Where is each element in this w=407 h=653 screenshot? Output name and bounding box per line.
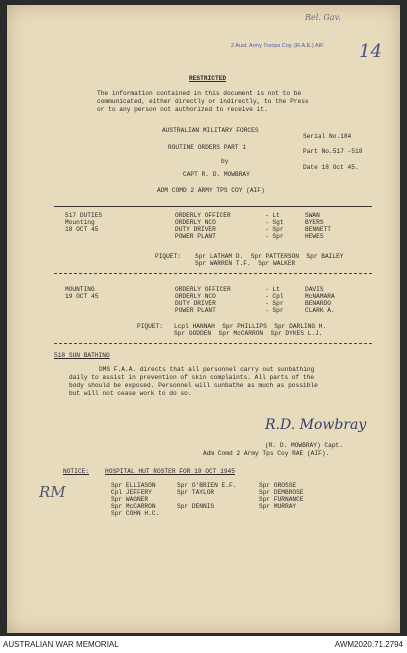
signature-name: (R. D. MOWBRAY) Capt. bbox=[265, 442, 343, 449]
duty-rank: - Sgt bbox=[265, 219, 284, 226]
roster-entry: Spr TAYLOR bbox=[177, 489, 215, 496]
roster-heading: HOSPITAL HUT ROSTER FOR 19 OCT 1945 bbox=[105, 468, 235, 475]
sunbathing-heading: 518 SUN BATHING bbox=[54, 352, 110, 359]
roster-entry: Spr GROSSE bbox=[259, 482, 297, 489]
picquet-line: Spr GODDEN Spr McCARRON Spr DYKES L.J. bbox=[174, 330, 323, 337]
duty-rank: - Spr bbox=[265, 226, 284, 233]
duty-heading-1a: 517 DUTIES bbox=[65, 212, 103, 219]
classification: RESTRICTED bbox=[189, 75, 227, 82]
footer-institution: AUSTRALIAN WAR MEMORIAL bbox=[3, 640, 119, 649]
duty-name: BENARDO bbox=[305, 300, 331, 307]
duty-heading-2a: MOUNTING bbox=[65, 286, 95, 293]
duty-name: McNAMARA bbox=[305, 293, 335, 300]
roster-entry: Spr COHN H.C. bbox=[111, 510, 160, 517]
duty-role: ORDERLY NCO bbox=[175, 293, 216, 300]
duty-rank: - Cpl bbox=[265, 293, 284, 300]
duty-heading-1b: Mounting bbox=[65, 219, 95, 226]
duty-role: DUTY DRIVER bbox=[175, 300, 216, 307]
signature-title: Adm Comd 2 Army Tps Coy RAE (AIF). bbox=[203, 450, 330, 457]
duty-rank: - Spr bbox=[265, 233, 284, 240]
divider-dashed-1 bbox=[54, 273, 372, 274]
roster-entry: Spr O'BRIEN E.F. bbox=[177, 482, 237, 489]
roster-entry: Cpl JEFFERY bbox=[111, 489, 152, 496]
duty-role: ORDERLY NCO bbox=[175, 219, 216, 226]
divider-dashed-2 bbox=[54, 343, 372, 344]
picquet-line: Lcpl HANNAH Spr PHILLIPS Spr DARLING H. bbox=[174, 323, 327, 330]
part-number: Part No.517 -518 bbox=[303, 148, 363, 155]
orders-title: ROUTINE ORDERS PART 1 bbox=[168, 144, 246, 151]
footer-accession: AWM2020.71.2794 bbox=[334, 640, 403, 649]
roster-entry: Spr DEMBROSE bbox=[259, 489, 304, 496]
duty-name: SWAN bbox=[305, 212, 320, 219]
duty-rank: - Spr bbox=[265, 307, 284, 314]
by-line: by bbox=[221, 158, 229, 165]
roster-entry: Spr McCARRON bbox=[111, 503, 156, 510]
margin-initials: RM bbox=[39, 483, 66, 501]
picquet-line: Spr WARREN T.F. Spr WALKER bbox=[195, 260, 296, 267]
duty-name: BYERS bbox=[305, 219, 324, 226]
sunbathing-line-2: daily to assist in prevention of skin complaints. All parts of the bbox=[69, 374, 315, 381]
sunbathing-line-1: DMS F.A.A. directs that all personnel carry out sunbathing bbox=[99, 366, 315, 373]
picquet-line: Spr LATHAM D. Spr PATTERSON Spr BAILEY bbox=[195, 253, 344, 260]
duty-role: POWER PLANT bbox=[175, 233, 216, 240]
sunbathing-line-4: but will not cease work to do so. bbox=[69, 390, 192, 397]
issuing-officer: CAPT R. D. MOWBRAY bbox=[183, 171, 250, 178]
roster-entry: Spr ELLIASON bbox=[111, 482, 156, 489]
divider-top bbox=[54, 206, 372, 207]
order-date: Date 18 Oct 45. bbox=[303, 164, 359, 171]
duty-role: DUTY DRIVER bbox=[175, 226, 216, 233]
duty-rank: - Lt bbox=[265, 286, 280, 293]
duty-heading-1c: 18 OCT 45 bbox=[65, 226, 99, 233]
roster-entry: Spr WAGNER bbox=[111, 496, 149, 503]
duty-name: CLARK A. bbox=[305, 307, 335, 314]
archive-footer bbox=[0, 636, 407, 653]
duty-name: HEWES bbox=[305, 233, 324, 240]
picquet-label: PIQUET: bbox=[155, 253, 181, 260]
duty-role: ORDERLY OFFICER bbox=[175, 286, 231, 293]
sunbathing-line-3: body should be exposed. Personnel will sunbathe as much as possible bbox=[69, 382, 318, 389]
serial-number: Serial No.184 bbox=[303, 133, 352, 140]
warning-line-3: or to any person not authorized to receive it. bbox=[97, 106, 268, 113]
warning-line-1: The information contained in this document is not to be bbox=[97, 90, 302, 97]
top-annotation: Rel. Gav. bbox=[305, 13, 341, 22]
picquet-label: PIQUET: bbox=[137, 323, 163, 330]
duty-name: BENNETT bbox=[305, 226, 331, 233]
notice-label: NOTICE: bbox=[63, 468, 89, 475]
folio-number: 14 bbox=[359, 41, 382, 62]
roster-entry: Spr DENNIS bbox=[177, 503, 215, 510]
duty-heading-2b: 19 OCT 45 bbox=[65, 293, 99, 300]
signature-script: R.D. Mowbray bbox=[265, 417, 367, 433]
duty-rank: - Lt bbox=[265, 212, 280, 219]
unit-stamp: 2 Aust. Army Troops Coy. (R.A.E.) AIF. bbox=[231, 43, 325, 49]
roster-entry: Spr MURRAY bbox=[259, 503, 297, 510]
document-page bbox=[7, 5, 400, 633]
duty-name: DAVIS bbox=[305, 286, 324, 293]
warning-line-2: communicated, either directly or indirectly, to the Press bbox=[97, 98, 309, 105]
forces-heading: AUSTRALIAN MILITARY FORCES bbox=[162, 127, 259, 134]
duty-role: ORDERLY OFFICER bbox=[175, 212, 231, 219]
duty-rank: - Spr bbox=[265, 300, 284, 307]
roster-entry: Spr FURNANCE bbox=[259, 496, 304, 503]
unit-name: ADM COMD 2 ARMY TPS COY (AIF) bbox=[157, 187, 265, 194]
duty-role: POWER PLANT bbox=[175, 307, 216, 314]
